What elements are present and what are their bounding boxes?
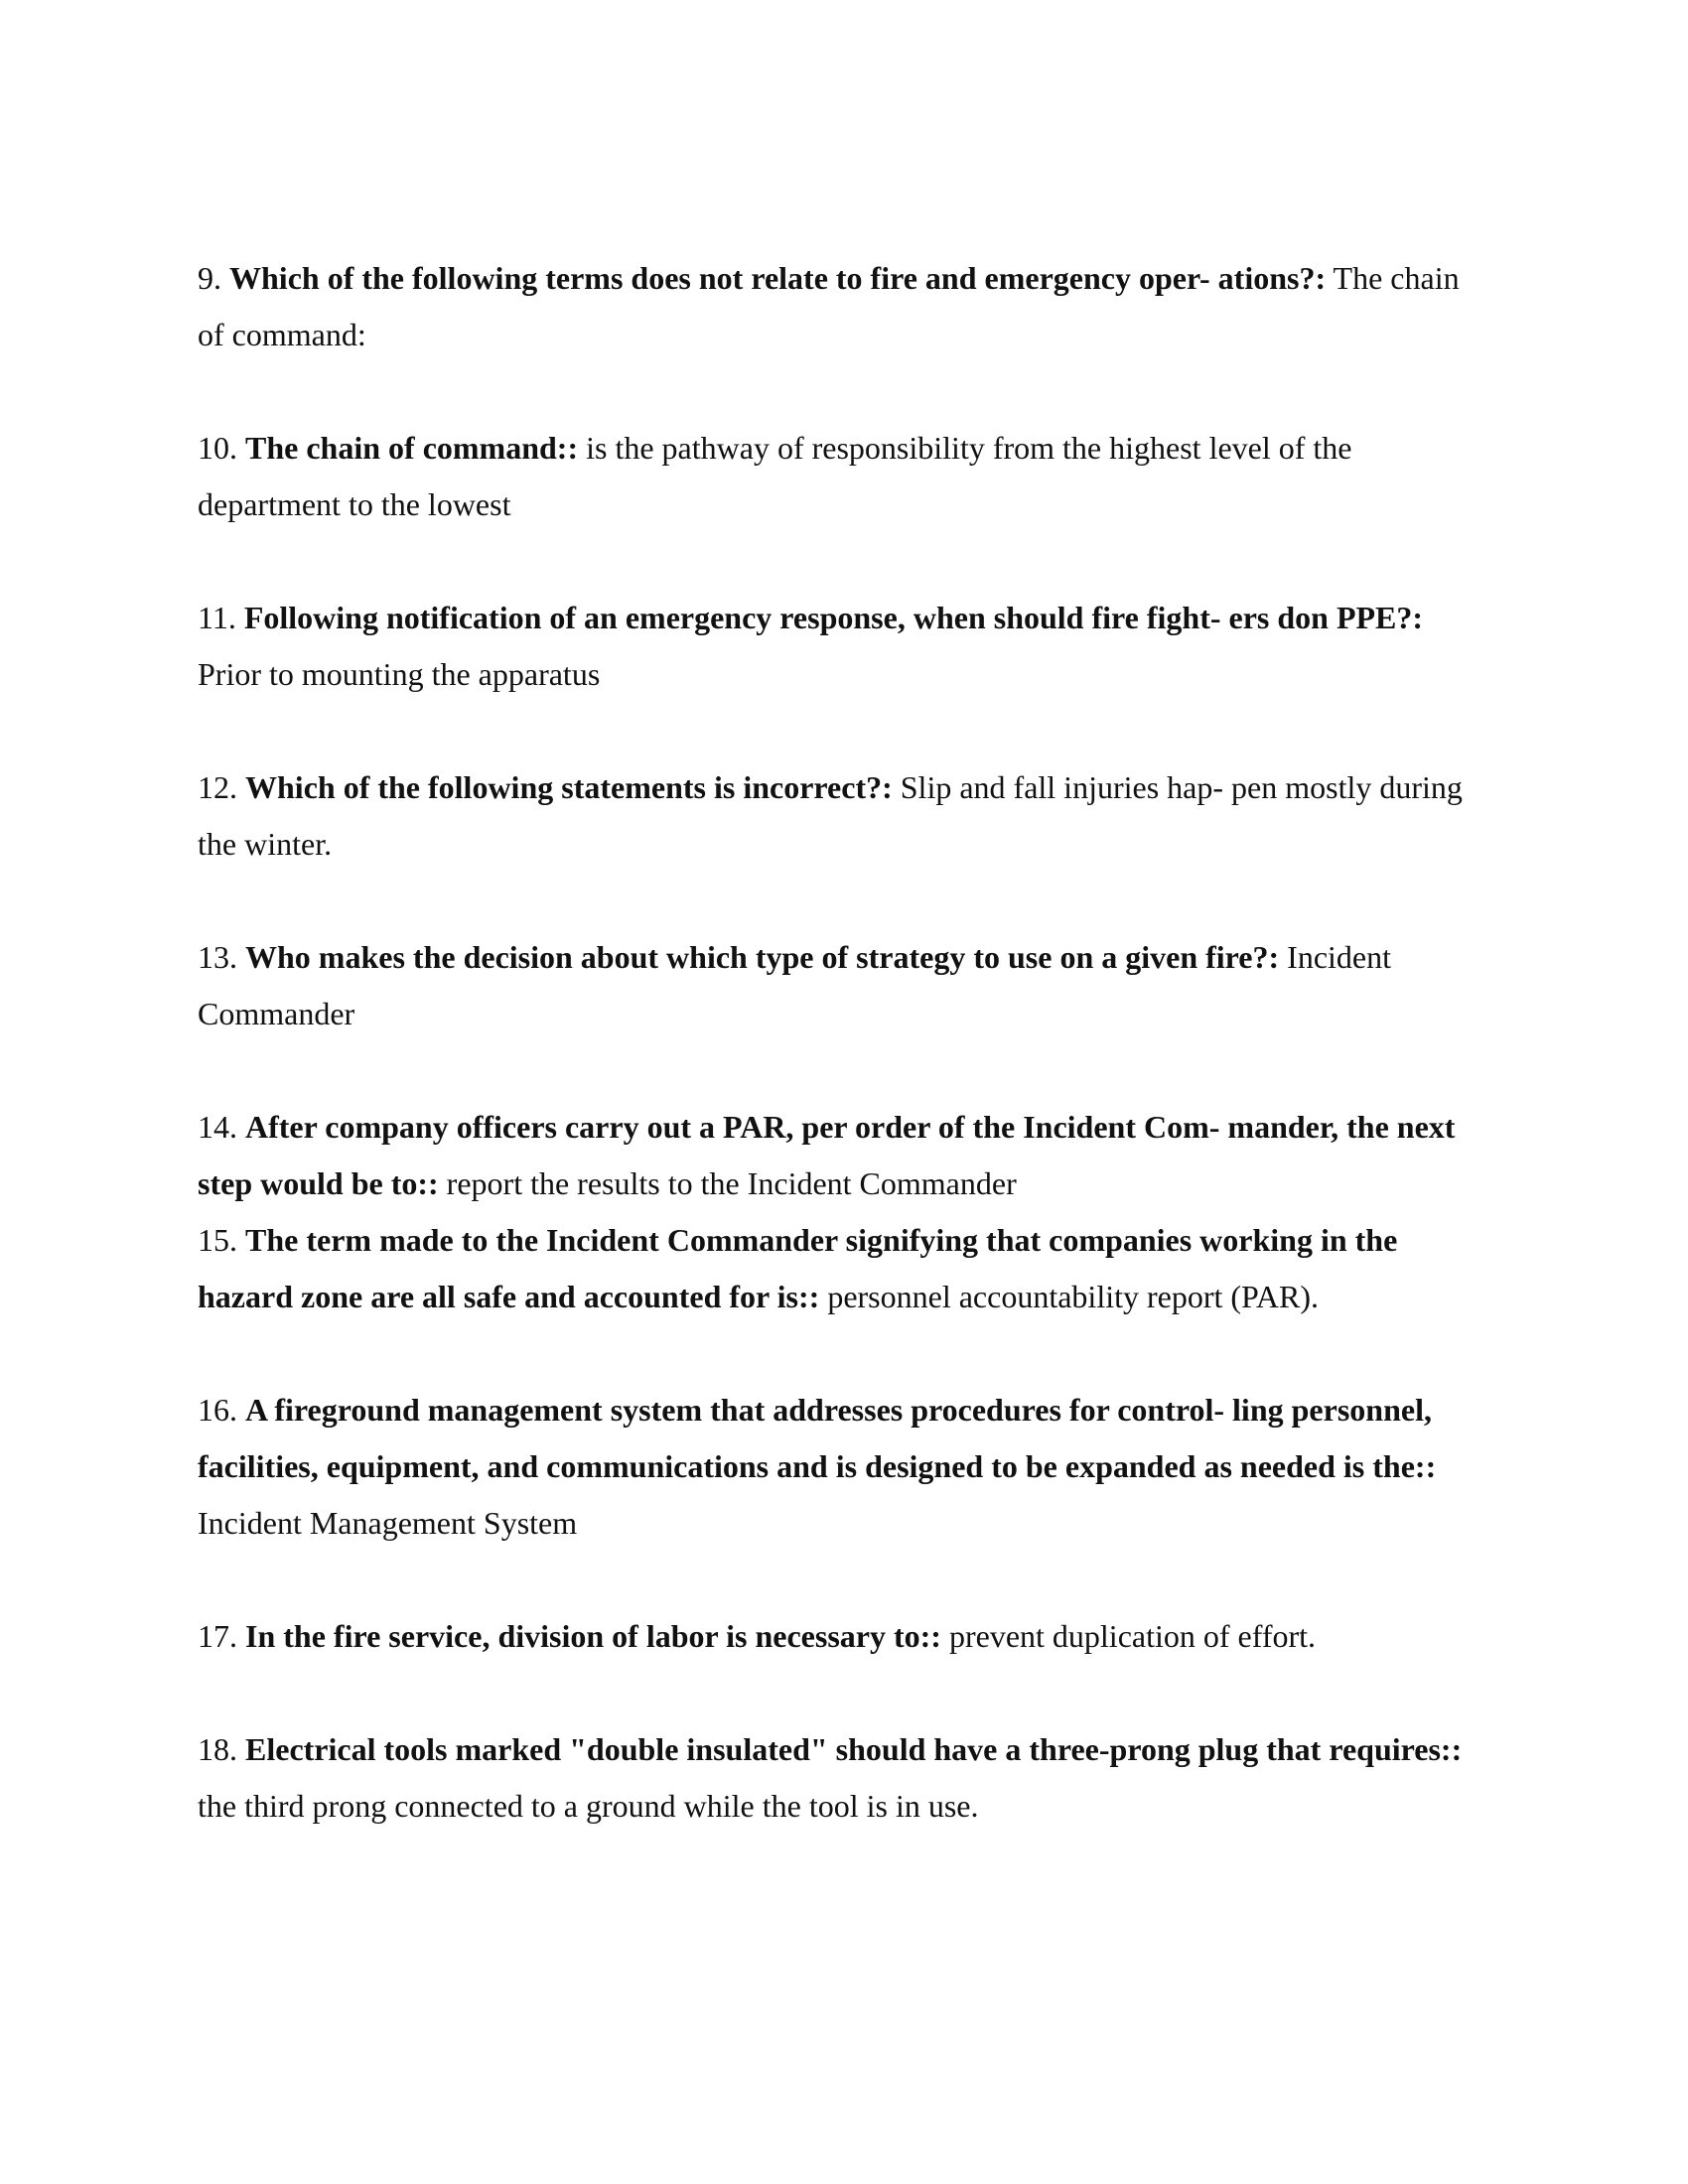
- question-text: Following notification of an emergency response, when should fire fight- ers don PPE?:: [243, 600, 1424, 635]
- question-text: Which of the following statements is incorrect?:: [245, 769, 893, 805]
- question-item-18: [198, 1721, 1488, 1835]
- question-number: 16.: [198, 1392, 237, 1428]
- document-page: [198, 250, 1488, 1835]
- question-text: The chain of command::: [245, 430, 579, 466]
- answer-text: Prior to mounting the apparatus: [198, 656, 601, 692]
- question-text: Electrical tools marked "double insulated" should have a three-prong plug that requires::: [245, 1731, 1463, 1767]
- question-item-13: [198, 929, 1488, 1042]
- answer-text: personnel accountability report (PAR).: [827, 1279, 1320, 1314]
- answer-text: report the results to the Incident Commander: [446, 1165, 1017, 1201]
- question-number: 9.: [198, 260, 221, 296]
- question-number: 13.: [198, 939, 237, 975]
- question-text: After company officers carry out a PAR, per order of the Incident Com- mander, the next step would be to::: [198, 1109, 1456, 1201]
- question-item-11: [198, 590, 1488, 703]
- question-number: 11.: [198, 600, 236, 635]
- answer-text: Incident Management System: [198, 1505, 578, 1541]
- question-item-16: [198, 1382, 1488, 1552]
- question-number: 14.: [198, 1109, 237, 1145]
- question-number: 10.: [198, 430, 237, 466]
- answer-text: Slip and fall injuries hap- pen mostly during the winter.: [198, 769, 1463, 862]
- answer-text: is the pathway of responsibility from the highest level of the department to the lowest: [198, 430, 1352, 522]
- question-item-9: [198, 250, 1488, 363]
- answer-text: The chain of command:: [198, 260, 1460, 352]
- question-text: In the fire service, division of labor is necessary to::: [245, 1618, 941, 1654]
- answer-text: Incident Commander: [198, 939, 1391, 1031]
- question-number: 12.: [198, 769, 237, 805]
- answer-text: the third prong connected to a ground while the tool is in use.: [198, 1788, 979, 1824]
- question-text: A fireground management system that addresses procedures for control- ling personnel, facilities, equipment, and communications and is designed to be expanded as needed is the::: [198, 1392, 1437, 1484]
- question-text: Which of the following terms does not relate to fire and emergency oper- ations?:: [229, 260, 1327, 296]
- question-item-10: [198, 420, 1488, 533]
- answer-text: prevent duplication of effort.: [948, 1618, 1317, 1654]
- question-text: Who makes the decision about which type of strategy to use on a given fire?:: [245, 939, 1280, 975]
- question-text: The term made to the Incident Commander signifying that companies working in the hazard zone are all safe and accounted for is::: [198, 1222, 1398, 1314]
- question-number: 18.: [198, 1731, 237, 1767]
- question-item-17: [198, 1608, 1488, 1665]
- question-item-15: [198, 1212, 1488, 1325]
- question-item-12: [198, 759, 1488, 873]
- question-number: 17.: [198, 1618, 237, 1654]
- question-item-14: [198, 1099, 1488, 1212]
- question-number: 15.: [198, 1222, 237, 1258]
